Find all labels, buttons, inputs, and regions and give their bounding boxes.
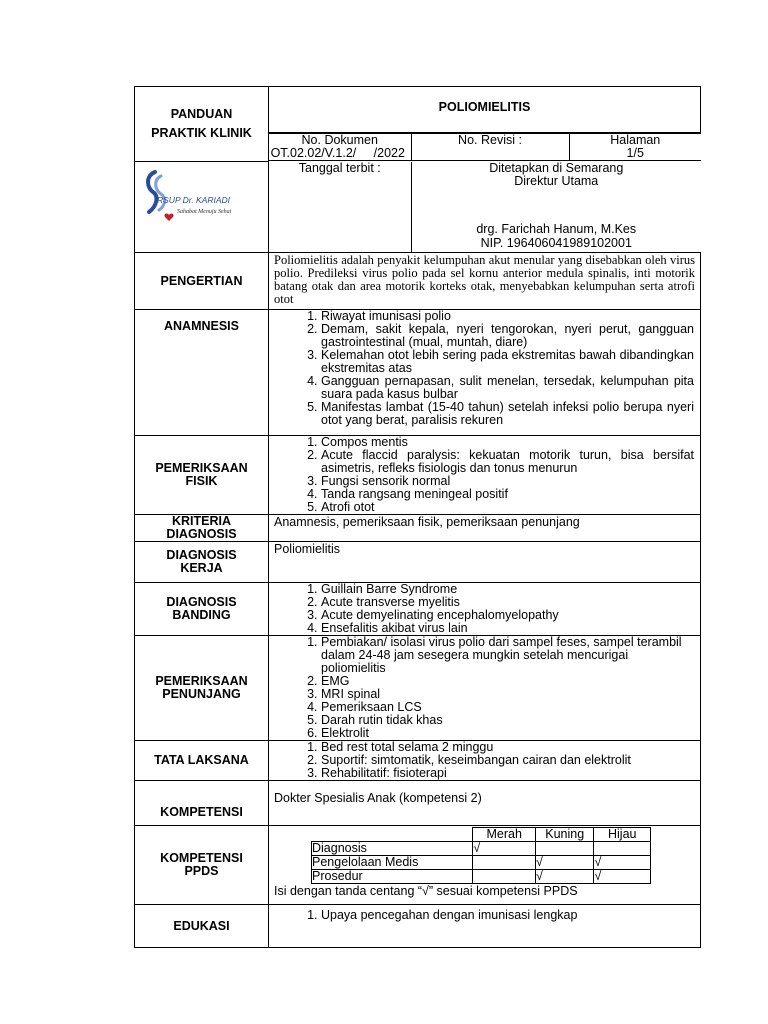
- list-item: 3. Rehabilitatif: fisioterapi: [321, 767, 700, 780]
- anamnesis-label: ANAMNESIS: [135, 310, 269, 436]
- hospital-logo: [135, 162, 268, 246]
- kompetensi-ppds-header-row: [312, 828, 651, 842]
- no-dokumen-cell: [269, 133, 411, 160]
- hospital-logo-tagline: Sahabat Menuju Sehat: [177, 209, 232, 215]
- guideline-type-cell: [135, 87, 269, 162]
- kompetensi-ppds-content: [269, 826, 701, 905]
- kompetensi-label: KOMPETENSI: [135, 781, 269, 826]
- pemeriksaan-penunjang-label: PEMERIKSAAN PENUNJANG: [135, 636, 269, 741]
- list-item: 6. Elektrolit: [321, 727, 694, 740]
- list-item: 5. Manifestas lambat (15-40 tahun) setelah infeksi polio berupa nyeri otot yang berat, paralisis rekuren: [321, 401, 694, 427]
- approval-cell: [411, 162, 701, 252]
- col-merah: Merah: [473, 828, 536, 842]
- tata-laksana-list: [269, 741, 700, 780]
- kriteria-diagnosis-text: Anamnesis, pemeriksaan fisik, pemeriksaan penunjang: [269, 515, 701, 542]
- ditetapkan-text: Ditetapkan di Semarang: [489, 160, 624, 175]
- no-dokumen-label: No. Dokumen: [301, 132, 378, 147]
- no-revisi-label: No. Revisi :: [458, 132, 522, 147]
- halaman-value: 1/5: [626, 145, 644, 160]
- list-item: 1. Guillain Barre Syndrome: [321, 583, 700, 596]
- document-info-table: [269, 133, 701, 161]
- pemeriksaan-fisik-list: [269, 436, 700, 514]
- document-title: POLIOMIELITIS: [269, 87, 701, 133]
- direktur-text: Direktur Utama: [514, 173, 599, 188]
- document-info-cell: [269, 132, 701, 161]
- anamnesis-content: [269, 310, 701, 436]
- signer-name: drg. Farichah Hanum, M.Kes: [476, 221, 637, 236]
- date-approval-table: [269, 162, 701, 252]
- list-item: 2. Suportif: simtomatik, keseimbangan cairan dan elektrolit: [321, 754, 700, 767]
- edukasi-label: EDUKASI: [135, 905, 269, 948]
- kompetensi-ppds-table: [311, 827, 651, 884]
- guideline-table: [134, 86, 701, 948]
- list-item: 1. Compos mentis: [321, 436, 694, 449]
- tata-laksana-label: TATA LAKSANA: [135, 741, 269, 781]
- clinical-guideline-document: [134, 86, 700, 948]
- table-row: Diagnosis √: [312, 842, 651, 856]
- list-item: 3. MRI spinal: [321, 688, 694, 701]
- logo-cell: [135, 162, 269, 253]
- list-item: 3. Acute demyelinating encephalomyelopathy: [321, 609, 700, 622]
- col-kuning: Kuning: [535, 828, 594, 842]
- col-hijau: Hijau: [594, 828, 651, 842]
- table-row: Pengelolaan Medis √ √: [312, 856, 651, 870]
- hospital-logo-name: RSUP Dr. KARIADI: [157, 195, 231, 205]
- list-item: 1. Riwayat imunisasi polio: [321, 310, 694, 323]
- kompetensi-ppds-label: KOMPETENSI PPDS: [135, 826, 269, 905]
- list-item: 4. Gangguan pernapasan, sulit menelan, tersedak, kelumpuhan pita suara pada kasus bulbar: [321, 375, 694, 401]
- guideline-type-line1: PANDUAN: [170, 107, 233, 121]
- list-item: 4. Ensefalitis akibat virus lain: [321, 622, 700, 635]
- list-item: 1. Pembiakan/ isolasi virus polio dari sampel feses, sampel terambil dalam 24-48 jam sesegera mungkin setelah mencurigai poliomielitis: [321, 636, 694, 675]
- tata-laksana-content: [269, 741, 701, 781]
- list-item: 2. Acute transverse myelitis: [321, 596, 700, 609]
- kompetensi-text: Dokter Spesialis Anak (kompetensi 2): [269, 781, 701, 826]
- diagnosis-kerja-label: DIAGNOSIS KERJA: [135, 542, 269, 583]
- pemeriksaan-fisik-label: PEMERIKSAAN FISIK: [135, 436, 269, 515]
- list-item: 3. Fungsi sensorik normal: [321, 475, 694, 488]
- guideline-type-line2: PRAKTIK KLINIK: [151, 126, 252, 140]
- halaman-label: Halaman: [610, 132, 661, 147]
- kompetensi-ppds-note: Isi dengan tanda centang “√” sesuai kompetensi PPDS: [274, 884, 578, 898]
- halaman-cell: [569, 133, 701, 160]
- list-item: 4. Tanda rangsang meningeal positif: [321, 488, 694, 501]
- pemeriksaan-penunjang-list: [269, 636, 700, 740]
- list-item: 2. Acute flaccid paralysis: kekuatan motorik turun, bisa bersifat asimetris, refleks fisiologis dan tonus menurun: [321, 449, 694, 475]
- diagnosis-banding-list: [269, 583, 700, 635]
- no-revisi-cell: [411, 133, 569, 160]
- diagnosis-kerja-text: Poliomielitis: [269, 542, 701, 583]
- diagnosis-banding-label: DIAGNOSIS BANDING: [135, 583, 269, 636]
- edukasi-list: [269, 909, 700, 922]
- list-item: 1. Bed rest total selama 2 minggu: [321, 741, 700, 754]
- pemeriksaan-penunjang-content: [269, 636, 701, 741]
- list-item: 4. Pemeriksaan LCS: [321, 701, 694, 714]
- signer-nip: NIP. 196406041989102001: [480, 235, 632, 250]
- pengertian-text: Poliomielitis adalah penyakit kelumpuhan akut menular yang disebabkan oleh virus polio. Predileksi virus polio pada sel kornu anterior medula spinalis, inti motorik batang otak dan area motorik korteks otak, menyebabkan kelumpuhan serta atrofi otot: [269, 253, 701, 310]
- pemeriksaan-fisik-content: [269, 436, 701, 515]
- kriteria-diagnosis-label: KRITERIA DIAGNOSIS: [135, 515, 269, 542]
- list-item: 5. Darah rutin tidak khas: [321, 714, 694, 727]
- list-item: 2. Demam, sakit kepala, nyeri tengorokan, nyeri perut, gangguan gastrointestinal (mual, muntah, diare): [321, 323, 694, 349]
- anamnesis-list: [269, 310, 700, 427]
- table-row: Prosedur √ √: [312, 870, 651, 884]
- list-item: 2. EMG: [321, 675, 694, 688]
- diagnosis-banding-content: [269, 583, 701, 636]
- edukasi-content: [269, 905, 701, 948]
- pengertian-label: PENGERTIAN: [135, 253, 269, 310]
- tanggal-terbit-cell: [269, 162, 411, 252]
- list-item: 5. Atrofi otot: [321, 501, 694, 514]
- date-approval-cell: [269, 162, 701, 253]
- tanggal-terbit-label: Tanggal terbit :: [298, 160, 381, 175]
- list-item: 1. Upaya pencegahan dengan imunisasi lengkap: [321, 909, 700, 922]
- no-dokumen-value: OT.02.02/V.1.2/ /2022: [270, 145, 405, 160]
- list-item: 3. Kelemahan otot lebih sering pada ekstremitas bawah dibandingkan ekstremitas atas: [321, 349, 694, 375]
